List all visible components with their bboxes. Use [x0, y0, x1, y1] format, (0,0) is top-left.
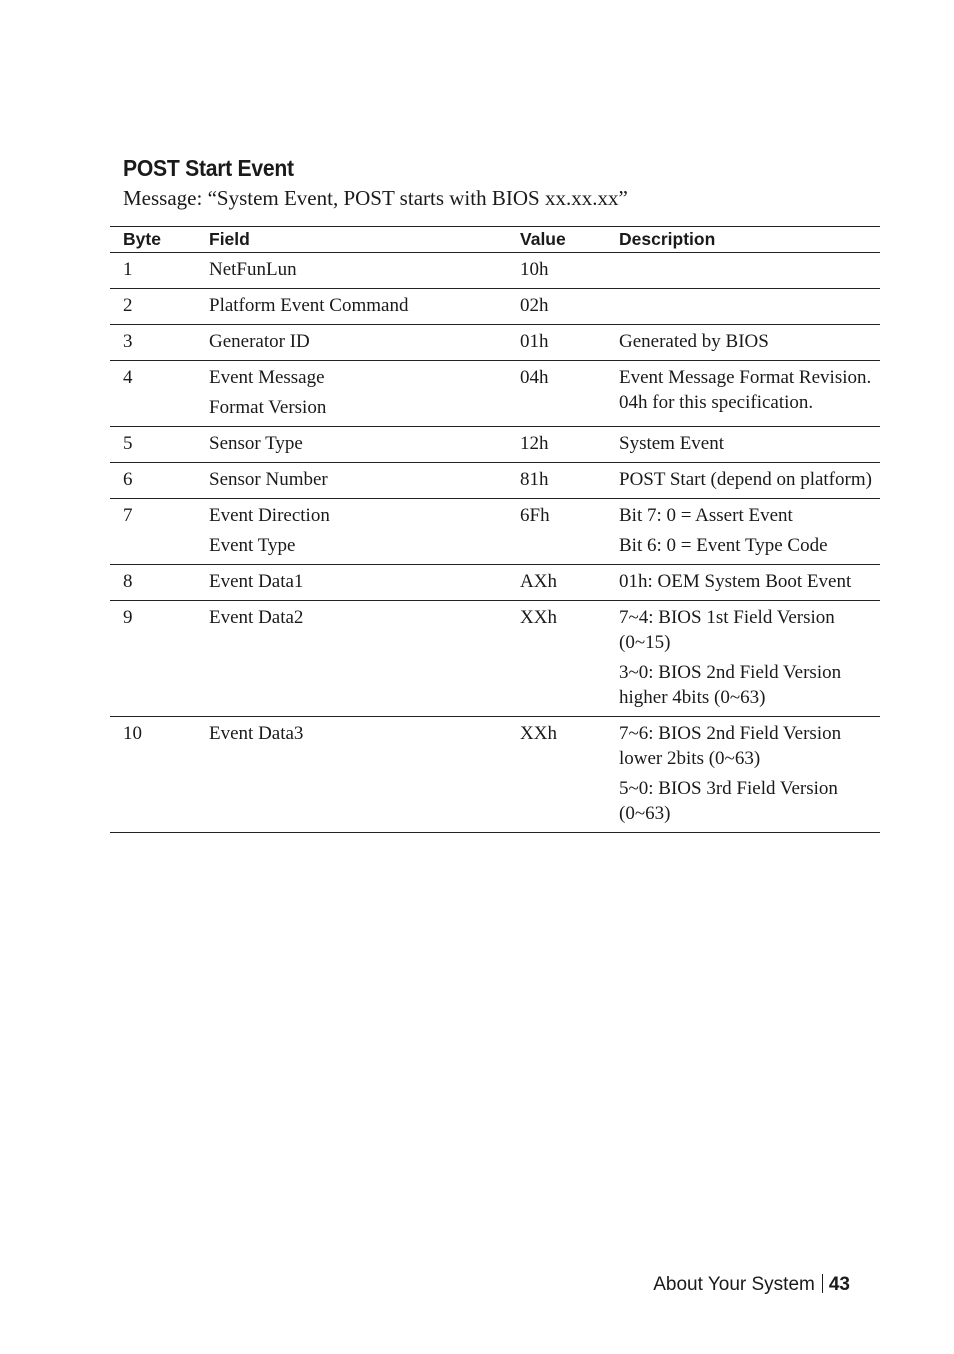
cell-field — [196, 717, 507, 833]
cell-field-line: Event Direction — [209, 505, 330, 526]
cell-description-line: 7~6: BIOS 2nd Field Version lower 2bits (0~63) — [619, 723, 842, 769]
cell-byte: 7 — [123, 505, 133, 526]
cell-value: XXh — [520, 723, 557, 744]
cell-value: 02h — [520, 295, 549, 316]
cell-field — [196, 601, 507, 717]
cell-field — [196, 253, 507, 289]
cell-description — [606, 565, 880, 601]
cell-byte: 8 — [123, 571, 133, 592]
cell-byte: 10 — [123, 723, 142, 744]
cell-value: XXh — [520, 607, 557, 628]
column-header-description: Description — [619, 229, 716, 249]
cell-field — [196, 325, 507, 361]
cell-byte: 6 — [123, 469, 133, 490]
cell-description-line: Bit 7: 0 = Assert Event — [619, 505, 793, 526]
cell-field-line: Sensor Number — [209, 469, 328, 490]
cell-value: 10h — [520, 259, 549, 280]
column-header-value: Value — [520, 229, 566, 249]
cell-value: 01h — [520, 331, 549, 352]
cell-byte: 1 — [123, 259, 133, 280]
cell-value: AXh — [520, 571, 557, 592]
cell-byte: 9 — [123, 607, 133, 628]
cell-value: 81h — [520, 469, 549, 490]
table-row — [110, 499, 880, 565]
cell-field-line: Generator ID — [209, 331, 310, 352]
footer-section-name: About Your System — [653, 1274, 815, 1295]
cell-field-line: Format Version — [209, 397, 327, 418]
table-header — [110, 227, 880, 253]
cell-byte: 5 — [123, 433, 133, 454]
cell-description-line: 3~0: BIOS 2nd Field Version higher 4bits (0~63) — [619, 662, 842, 708]
cell-description — [606, 427, 880, 463]
cell-value: 12h — [520, 433, 549, 454]
cell-description-line: 7~4: BIOS 1st Field Version (0~15) — [619, 607, 835, 653]
cell-field-line: Event Data2 — [209, 607, 304, 628]
event-message-text: Message: “System Event, POST starts with BIOS xx.xx.xx” — [123, 186, 628, 210]
cell-description — [606, 601, 880, 717]
cell-byte: 2 — [123, 295, 133, 316]
cell-description — [606, 253, 880, 289]
column-header-byte: Byte — [123, 229, 161, 249]
table-row — [110, 565, 880, 601]
table-row — [110, 325, 880, 361]
cell-description — [606, 289, 880, 325]
cell-description — [606, 717, 880, 833]
cell-description — [606, 325, 880, 361]
footer-separator — [822, 1274, 823, 1293]
table-row — [110, 289, 880, 325]
cell-description — [606, 463, 880, 499]
page-footer — [653, 1272, 850, 1298]
table-row — [110, 361, 880, 427]
section-title: POST Start Event — [123, 155, 294, 181]
cell-description-line: 5~0: BIOS 3rd Field Version (0~63) — [619, 778, 838, 824]
cell-field — [196, 427, 507, 463]
table-row — [110, 463, 880, 499]
post-start-event-table — [110, 226, 880, 833]
cell-field-line: NetFunLun — [209, 259, 297, 280]
cell-value: 04h — [520, 367, 549, 388]
cell-field-line: Event Data3 — [209, 723, 304, 744]
cell-description-line: Generated by BIOS — [619, 331, 769, 352]
table-header-row — [110, 227, 880, 253]
cell-field-line: Platform Event Command — [209, 295, 409, 316]
cell-description-line: POST Start (depend on platform) — [619, 469, 872, 490]
cell-description — [606, 361, 880, 427]
cell-field — [196, 361, 507, 427]
cell-value: 6Fh — [520, 505, 550, 526]
column-header-field: Field — [209, 229, 250, 249]
cell-field-line: Event Message — [209, 367, 325, 388]
table-row — [110, 427, 880, 463]
table-row — [110, 717, 880, 833]
cell-description-line: 01h: OEM System Boot Event — [619, 571, 852, 592]
table-body — [110, 253, 880, 833]
cell-description — [606, 499, 880, 565]
page-number: 43 — [828, 1274, 850, 1295]
cell-field — [196, 289, 507, 325]
cell-byte: 3 — [123, 331, 133, 352]
table-row — [110, 253, 880, 289]
cell-field-line: Event Type — [209, 535, 296, 556]
cell-description-line: Event Message Format Revision. 04h for this specification. — [619, 367, 872, 413]
cell-byte: 4 — [123, 367, 133, 388]
cell-field — [196, 463, 507, 499]
table-row — [110, 601, 880, 717]
cell-description-line: System Event — [619, 433, 725, 454]
cell-field — [196, 499, 507, 565]
cell-field-line: Sensor Type — [209, 433, 303, 454]
cell-field — [196, 565, 507, 601]
cell-field-line: Event Data1 — [209, 571, 304, 592]
cell-description-line: Bit 6: 0 = Event Type Code — [619, 535, 828, 556]
